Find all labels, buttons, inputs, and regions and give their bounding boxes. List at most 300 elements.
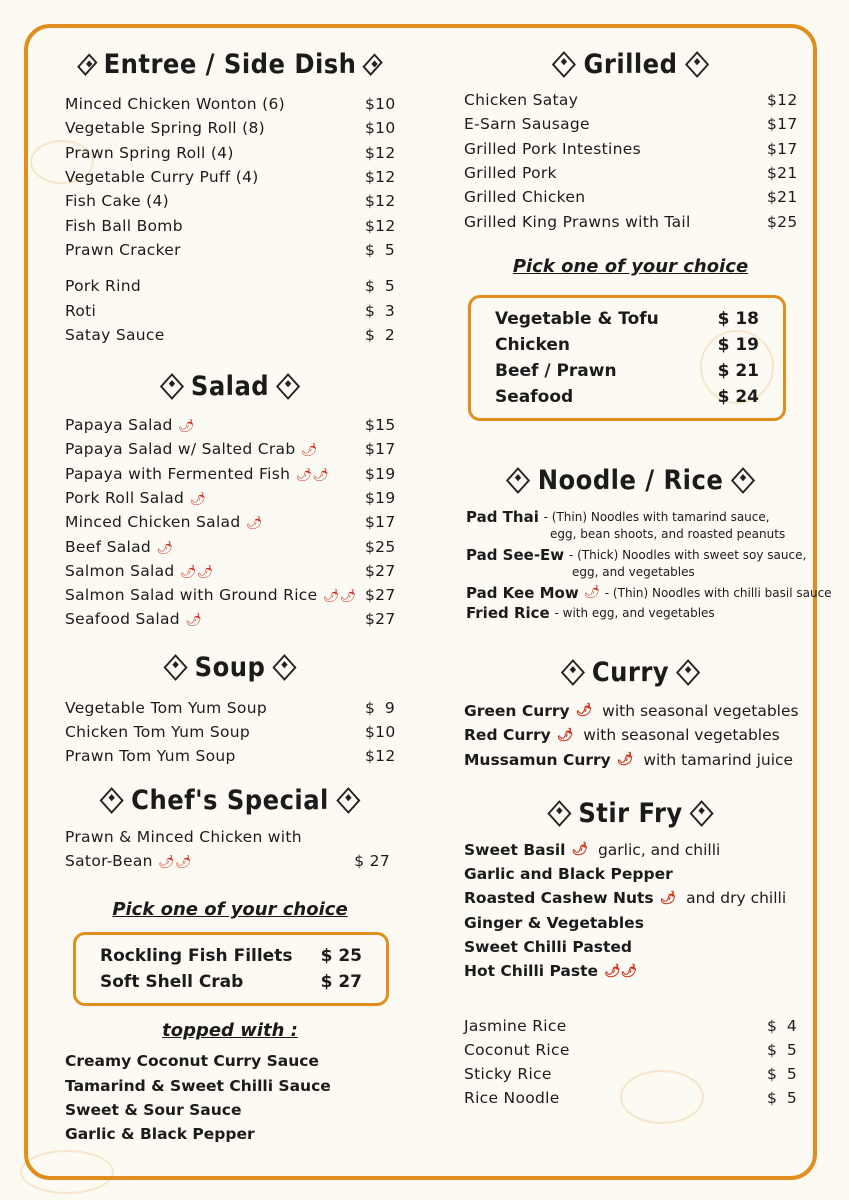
item-price bbox=[767, 1017, 797, 1035]
right-column bbox=[464, 44, 832, 1111]
noodle-description: - (Thin) Noodles with tamarind sauce, bbox=[543, 509, 770, 524]
salad-menu-row bbox=[65, 486, 395, 510]
section-title-noodle-rice bbox=[481, 461, 781, 501]
price-amount: 10 bbox=[375, 95, 396, 114]
section-title-chefs-special bbox=[82, 781, 379, 821]
choice-option-price: $ 21 bbox=[717, 360, 759, 381]
currency-symbol: $ bbox=[365, 416, 376, 435]
item-name-wrap bbox=[464, 1041, 570, 1059]
currency-symbol: $ bbox=[365, 440, 376, 459]
noodle-menu-item bbox=[466, 583, 832, 603]
item-name: E-Sarn Sausage bbox=[464, 115, 590, 134]
noodle-line bbox=[466, 545, 807, 565]
pick-choice-heading: Pick one of your choice bbox=[512, 255, 749, 277]
sauce-option: Garlic & Black Pepper bbox=[65, 1125, 255, 1144]
curry-menu-row bbox=[464, 723, 797, 747]
chili-icon: 🌶🌶 bbox=[158, 854, 192, 870]
noodle-line bbox=[466, 603, 797, 623]
currency-symbol: $ bbox=[365, 240, 376, 259]
item-price bbox=[365, 440, 395, 458]
item-price bbox=[767, 1041, 797, 1059]
item-name: Vegetable Spring Roll (8) bbox=[65, 119, 265, 138]
item-name-wrap bbox=[65, 144, 234, 162]
item-name: Minced Chicken Salad bbox=[65, 513, 241, 532]
currency-symbol: $ bbox=[365, 464, 376, 483]
diamond-ornament-icon bbox=[276, 374, 300, 401]
choice-option-price: $ 24 bbox=[717, 386, 759, 407]
item-name: Papaya Salad w/ Salted Crab bbox=[65, 440, 296, 459]
diamond-ornament-icon bbox=[731, 467, 755, 494]
item-name: Grilled Chicken bbox=[464, 188, 586, 207]
choice-option-row bbox=[495, 384, 759, 410]
grilled-menu-row bbox=[464, 88, 797, 112]
diamond-ornament-icon bbox=[685, 51, 709, 78]
item-name: Vegetable Tom Yum Soup bbox=[65, 698, 267, 717]
special-dish-price: $ 27 bbox=[354, 851, 390, 870]
diamond-ornament-icon bbox=[690, 800, 714, 827]
item-name-wrap bbox=[464, 140, 641, 158]
currency-symbol: $ bbox=[365, 537, 376, 556]
item-name: Jasmine Rice bbox=[464, 1016, 567, 1035]
item-price bbox=[365, 168, 395, 186]
item-name: Satay Sauce bbox=[65, 325, 165, 344]
grilled-menu-row bbox=[464, 185, 797, 209]
sauce-option: Creamy Coconut Curry Sauce bbox=[65, 1052, 319, 1071]
price-amount: 25 bbox=[375, 537, 396, 556]
section-title-text: Entree / Side Dish bbox=[103, 48, 357, 80]
item-name: Pork Roll Salad bbox=[65, 489, 185, 507]
chili-icon: 🌶🌶 bbox=[322, 589, 357, 605]
price-amount: 19 bbox=[375, 464, 396, 483]
choice-option-price: $ 18 bbox=[717, 308, 759, 329]
price-amount: 5 bbox=[786, 1089, 797, 1108]
item-name: Salmon Salad with Ground Rice bbox=[65, 586, 318, 605]
diamond-ornament-icon bbox=[100, 787, 124, 814]
item-description: with seasonal vegetables bbox=[602, 701, 799, 720]
chili-icon: 🌶 bbox=[556, 727, 574, 743]
currency-symbol: $ bbox=[767, 188, 778, 207]
diamond-ornament-icon bbox=[547, 800, 571, 827]
item-name-wrap bbox=[65, 192, 169, 210]
item-name-wrap bbox=[464, 115, 590, 133]
noodle-description: - (Thick) Noodles with sweet soy sauce, bbox=[568, 547, 807, 562]
item-name-wrap bbox=[65, 465, 329, 483]
currency-symbol: $ bbox=[365, 143, 376, 162]
noodle-name: Pad Kee Mow bbox=[466, 583, 579, 602]
item-name: Sweet Chilli Pasted bbox=[464, 938, 633, 956]
item-price bbox=[365, 723, 395, 741]
item-name: Green Curry bbox=[464, 701, 570, 720]
currency-symbol: $ bbox=[365, 192, 376, 211]
currency-symbol: $ bbox=[365, 489, 376, 507]
price-amount: 21 bbox=[777, 188, 798, 207]
item-name: Papaya with Fermented Fish bbox=[65, 464, 291, 483]
choice-option-price: $ 19 bbox=[717, 334, 759, 355]
item-name: Sweet Basil bbox=[464, 840, 566, 859]
item-name-wrap bbox=[464, 91, 578, 109]
currency-symbol: $ bbox=[767, 1089, 778, 1108]
item-name: Prawn Spring Roll (4) bbox=[65, 143, 234, 162]
item-name-wrap bbox=[65, 277, 141, 295]
item-name-wrap bbox=[65, 513, 263, 531]
special-dish-name: Prawn & Minced Chicken with bbox=[65, 827, 302, 846]
chili-icon: 🌶 bbox=[245, 516, 263, 532]
chili-icon: 🌶 bbox=[571, 842, 588, 858]
grilled-menu-row bbox=[464, 209, 797, 233]
currency-symbol: $ bbox=[365, 561, 376, 580]
salad-menu-row bbox=[65, 583, 395, 607]
item-name: Pork Rind bbox=[65, 277, 141, 296]
price-amount: 17 bbox=[375, 513, 396, 532]
salad-menu-row bbox=[65, 607, 395, 631]
item-name-wrap bbox=[65, 562, 213, 580]
currency-symbol: $ bbox=[365, 325, 376, 344]
item-name-wrap bbox=[464, 1065, 552, 1083]
diamond-ornament-icon bbox=[676, 659, 700, 686]
noodle-name: Fried Rice bbox=[466, 603, 550, 622]
item-price bbox=[365, 747, 395, 765]
item-price bbox=[365, 119, 395, 137]
soup-menu-row bbox=[65, 696, 395, 720]
item-name: Grilled Pork Intestines bbox=[464, 139, 641, 158]
item-name: Vegetable Curry Puff (4) bbox=[65, 168, 259, 187]
price-amount: 12 bbox=[375, 216, 396, 235]
currency-symbol: $ bbox=[365, 95, 376, 114]
item-price bbox=[365, 326, 395, 344]
item-price bbox=[767, 1089, 797, 1107]
item-description: with seasonal vegetables bbox=[583, 726, 780, 745]
currency-symbol: $ bbox=[767, 1016, 778, 1035]
entree-menu-row bbox=[65, 189, 395, 213]
price-amount: 9 bbox=[384, 698, 395, 717]
diamond-ornament-icon bbox=[560, 659, 584, 686]
price-amount: 17 bbox=[777, 115, 798, 134]
price-amount: 5 bbox=[384, 240, 395, 259]
item-price bbox=[365, 538, 395, 556]
rice-menu-row bbox=[464, 1038, 797, 1062]
salad-menu-row bbox=[65, 437, 395, 461]
item-price bbox=[767, 164, 797, 182]
section-title-text: Soup bbox=[194, 652, 266, 684]
item-name: Chicken Satay bbox=[464, 91, 579, 110]
item-name: Coconut Rice bbox=[464, 1040, 570, 1059]
item-name: Chicken Tom Yum Soup bbox=[65, 723, 251, 742]
section-title-stir-fry bbox=[481, 794, 781, 834]
item-price bbox=[365, 144, 395, 162]
item-description: and dry chilli bbox=[686, 889, 787, 908]
item-name: Fish Ball Bomb bbox=[65, 216, 183, 235]
item-price bbox=[767, 115, 797, 133]
chili-icon: 🌶🌶 bbox=[179, 564, 214, 580]
currency-symbol: $ bbox=[365, 277, 376, 296]
item-name-wrap bbox=[65, 119, 265, 137]
price-amount: 27 bbox=[375, 610, 396, 629]
stirfry-menu-row bbox=[464, 862, 797, 886]
price-amount: 12 bbox=[375, 168, 396, 187]
item-price bbox=[365, 416, 395, 434]
stirfry-menu-row bbox=[464, 959, 797, 983]
entree-menu-row bbox=[65, 141, 395, 165]
section-title-text: Grilled bbox=[583, 48, 678, 80]
item-name: Fish Cake (4) bbox=[65, 192, 169, 211]
item-price bbox=[365, 302, 395, 320]
currency-symbol: $ bbox=[365, 216, 376, 235]
currency-symbol: $ bbox=[365, 586, 376, 605]
price-amount: 2 bbox=[384, 325, 395, 344]
section-title-text: Noodle / Rice bbox=[537, 465, 724, 497]
salad-menu-row bbox=[65, 413, 395, 437]
item-name: Salmon Salad bbox=[65, 561, 175, 580]
price-amount: 12 bbox=[777, 91, 798, 110]
currency-symbol: $ bbox=[767, 1065, 778, 1084]
section-title-text: Stir Fry bbox=[578, 798, 683, 830]
chili-icon: 🌶 bbox=[156, 540, 174, 556]
stirfry-menu-row bbox=[464, 935, 797, 959]
item-name-wrap bbox=[65, 440, 318, 458]
choice-option-row bbox=[100, 943, 362, 969]
currency-symbol: $ bbox=[767, 1040, 778, 1059]
item-name-wrap bbox=[65, 168, 259, 186]
rice-menu-row bbox=[464, 1062, 797, 1086]
noodle-menu-item bbox=[466, 603, 797, 623]
chili-icon: 🌶 bbox=[575, 703, 593, 719]
diamond-ornament-icon bbox=[77, 53, 97, 75]
item-name-wrap bbox=[65, 416, 195, 434]
soup-menu-row bbox=[65, 720, 395, 744]
item-name: Sticky Rice bbox=[464, 1065, 552, 1084]
item-name: Prawn Tom Yum Soup bbox=[65, 747, 236, 766]
salad-menu-row bbox=[65, 559, 395, 583]
section-title-text: Curry bbox=[591, 657, 670, 689]
stirfry-menu-row bbox=[464, 838, 797, 862]
noodle-description-cont: egg, and vegetables bbox=[572, 564, 695, 579]
soup-menu-row bbox=[65, 744, 395, 768]
item-name: Ginger & Vegetables bbox=[464, 913, 644, 932]
entree-menu-row bbox=[65, 238, 395, 262]
item-price bbox=[365, 277, 395, 295]
item-name-wrap bbox=[65, 586, 356, 604]
noodle-description: - (Thin) Noodles with chilli basil sauce bbox=[604, 585, 832, 600]
item-name-wrap bbox=[65, 302, 96, 320]
currency-symbol: $ bbox=[365, 698, 376, 717]
curry-menu-row bbox=[464, 699, 797, 723]
diamond-ornament-icon bbox=[506, 467, 530, 494]
item-price bbox=[767, 213, 797, 231]
item-price bbox=[365, 217, 395, 235]
section-title-curry bbox=[481, 653, 781, 693]
choice-option-name: Soft Shell Crab bbox=[100, 972, 244, 993]
choice-option-name: Vegetable & Tofu bbox=[495, 308, 659, 329]
topped-with-heading: topped with : bbox=[162, 1020, 298, 1042]
price-amount: 10 bbox=[375, 119, 396, 138]
item-price bbox=[767, 188, 797, 206]
item-price bbox=[365, 586, 395, 604]
noodle-name: Pad Thai bbox=[466, 507, 539, 526]
noodle-description: - with egg, and vegetables bbox=[554, 605, 715, 620]
chili-icon: 🌶 bbox=[189, 492, 207, 507]
curry-menu-row bbox=[464, 747, 797, 771]
section-title-text: Salad bbox=[190, 371, 270, 403]
noodle-line bbox=[466, 507, 797, 527]
price-amount: 3 bbox=[384, 301, 395, 320]
price-amount: 12 bbox=[375, 192, 396, 211]
currency-symbol: $ bbox=[365, 119, 376, 138]
chili-icon: 🌶 bbox=[583, 585, 600, 601]
chili-icon: 🌶 bbox=[177, 419, 195, 435]
item-price bbox=[365, 699, 395, 717]
item-name-wrap bbox=[65, 538, 173, 556]
item-name-wrap bbox=[65, 699, 267, 717]
item-name: Roti bbox=[65, 301, 97, 320]
choice-option-name: Beef / Prawn bbox=[495, 360, 617, 381]
noodle-menu-item bbox=[466, 545, 807, 583]
item-price bbox=[365, 465, 395, 483]
pick-choice-heading: Pick one of your choice bbox=[112, 899, 348, 921]
item-price bbox=[365, 95, 395, 113]
choice-option-name: Chicken bbox=[495, 334, 570, 355]
currency-symbol: $ bbox=[365, 610, 376, 629]
section-title-text: Chef's Special bbox=[131, 785, 329, 817]
item-name: Grilled King Prawns with Tail bbox=[464, 212, 691, 231]
currency-symbol: $ bbox=[365, 301, 376, 320]
entree-extra-menu-row bbox=[65, 298, 395, 322]
item-price bbox=[767, 91, 797, 109]
item-name-wrap bbox=[65, 326, 165, 344]
grilled-menu-row bbox=[464, 161, 797, 185]
item-price bbox=[365, 610, 395, 628]
item-name-wrap bbox=[464, 164, 557, 182]
item-name-wrap bbox=[65, 241, 181, 259]
item-name: Minced Chicken Wonton (6) bbox=[65, 95, 286, 114]
item-name-wrap bbox=[65, 723, 250, 741]
diamond-ornament-icon bbox=[163, 654, 187, 681]
section-title-salad bbox=[82, 367, 379, 407]
item-name: Grilled Pork bbox=[464, 164, 557, 183]
choice-option-price: $ 25 bbox=[320, 946, 362, 967]
price-amount: 25 bbox=[777, 212, 798, 231]
item-name-wrap bbox=[464, 1089, 560, 1107]
section-title-soup bbox=[82, 648, 379, 688]
stirfry-menu-row bbox=[464, 911, 797, 935]
price-amount: 12 bbox=[375, 747, 396, 766]
item-name: Mussamun Curry bbox=[464, 750, 611, 769]
diamond-ornament-icon bbox=[363, 53, 383, 75]
chili-icon: 🌶🌶 bbox=[604, 963, 638, 979]
special-dish-line2 bbox=[65, 849, 395, 873]
choice-option-price: $ 27 bbox=[320, 972, 362, 993]
entree-extra-menu-row bbox=[65, 274, 395, 298]
price-amount: 27 bbox=[375, 561, 396, 580]
item-name: Roasted Cashew Nuts bbox=[464, 889, 654, 908]
diamond-ornament-icon bbox=[159, 374, 183, 401]
currency-symbol: $ bbox=[767, 91, 778, 110]
item-description: with tamarind juice bbox=[643, 750, 794, 769]
item-price bbox=[365, 489, 395, 507]
choice-option-name: Rockling Fish Fillets bbox=[100, 946, 293, 967]
price-amount: 5 bbox=[786, 1040, 797, 1059]
rice-menu-row bbox=[464, 1013, 797, 1037]
grilled-options-box bbox=[468, 295, 786, 421]
item-name: Seafood Salad bbox=[65, 610, 180, 629]
item-name: Rice Noodle bbox=[464, 1089, 560, 1108]
noodle-description-cont: egg, bean shoots, and roasted peanuts bbox=[550, 526, 786, 541]
currency-symbol: $ bbox=[767, 115, 778, 134]
choice-option-name: Seafood bbox=[495, 386, 574, 407]
price-amount: 12 bbox=[375, 143, 396, 162]
choice-option-row bbox=[495, 358, 759, 384]
item-name: Prawn Cracker bbox=[65, 240, 181, 259]
chili-icon: 🌶 bbox=[300, 443, 318, 459]
section-title-entree bbox=[82, 44, 379, 84]
salad-menu-row bbox=[65, 462, 395, 486]
price-amount: 5 bbox=[786, 1065, 797, 1084]
special-dish-line1 bbox=[65, 825, 395, 849]
entree-menu-row bbox=[65, 213, 395, 237]
price-amount: 21 bbox=[777, 164, 798, 183]
choice-option-row bbox=[100, 969, 362, 995]
item-name-wrap bbox=[464, 188, 585, 206]
item-name-wrap bbox=[65, 747, 236, 765]
item-name-wrap bbox=[464, 1017, 567, 1035]
grilled-menu-row bbox=[464, 137, 797, 161]
item-name-wrap bbox=[65, 489, 206, 507]
rice-menu-row bbox=[464, 1086, 797, 1110]
price-amount: 17 bbox=[375, 440, 396, 459]
chili-icon: 🌶 bbox=[659, 890, 677, 906]
item-description: garlic, and chilli bbox=[597, 840, 721, 859]
item-name-wrap bbox=[65, 610, 202, 628]
noodle-line bbox=[466, 583, 832, 603]
item-price bbox=[767, 1065, 797, 1083]
currency-symbol: $ bbox=[767, 164, 778, 183]
item-name-wrap bbox=[65, 95, 285, 113]
price-amount: 17 bbox=[777, 139, 798, 158]
sauce-option: Sweet & Sour Sauce bbox=[65, 1100, 242, 1119]
currency-symbol: $ bbox=[365, 513, 376, 532]
currency-symbol: $ bbox=[365, 723, 376, 742]
price-amount: 4 bbox=[786, 1016, 797, 1035]
currency-symbol: $ bbox=[767, 139, 778, 158]
item-name: Beef Salad bbox=[65, 537, 152, 556]
price-amount: 27 bbox=[375, 586, 396, 605]
price-amount: 19 bbox=[375, 489, 396, 507]
entree-menu-row bbox=[65, 92, 395, 116]
price-amount: 5 bbox=[384, 277, 395, 296]
item-price bbox=[365, 562, 395, 580]
diamond-ornament-icon bbox=[336, 787, 360, 814]
chili-icon: 🌶 bbox=[616, 752, 634, 768]
item-price bbox=[365, 192, 395, 210]
item-price bbox=[767, 140, 797, 158]
currency-symbol: $ bbox=[365, 168, 376, 187]
sauce-option: Tamarind & Sweet Chilli Sauce bbox=[65, 1076, 331, 1095]
diamond-ornament-icon bbox=[552, 51, 576, 78]
choice-option-row bbox=[495, 306, 759, 332]
entree-menu-row bbox=[65, 116, 395, 140]
chili-icon: 🌶 bbox=[185, 613, 202, 629]
price-amount: 10 bbox=[375, 723, 396, 742]
currency-symbol: $ bbox=[365, 747, 376, 766]
item-price bbox=[365, 513, 395, 531]
salad-menu-row bbox=[65, 534, 395, 558]
stirfry-menu-row bbox=[464, 886, 797, 910]
item-name-wrap bbox=[464, 213, 691, 231]
noodle-menu-item bbox=[466, 507, 797, 545]
item-name-wrap bbox=[65, 217, 183, 235]
item-name: Papaya Salad bbox=[65, 416, 173, 435]
special-options-box bbox=[73, 932, 389, 1006]
salad-menu-row bbox=[65, 510, 395, 534]
